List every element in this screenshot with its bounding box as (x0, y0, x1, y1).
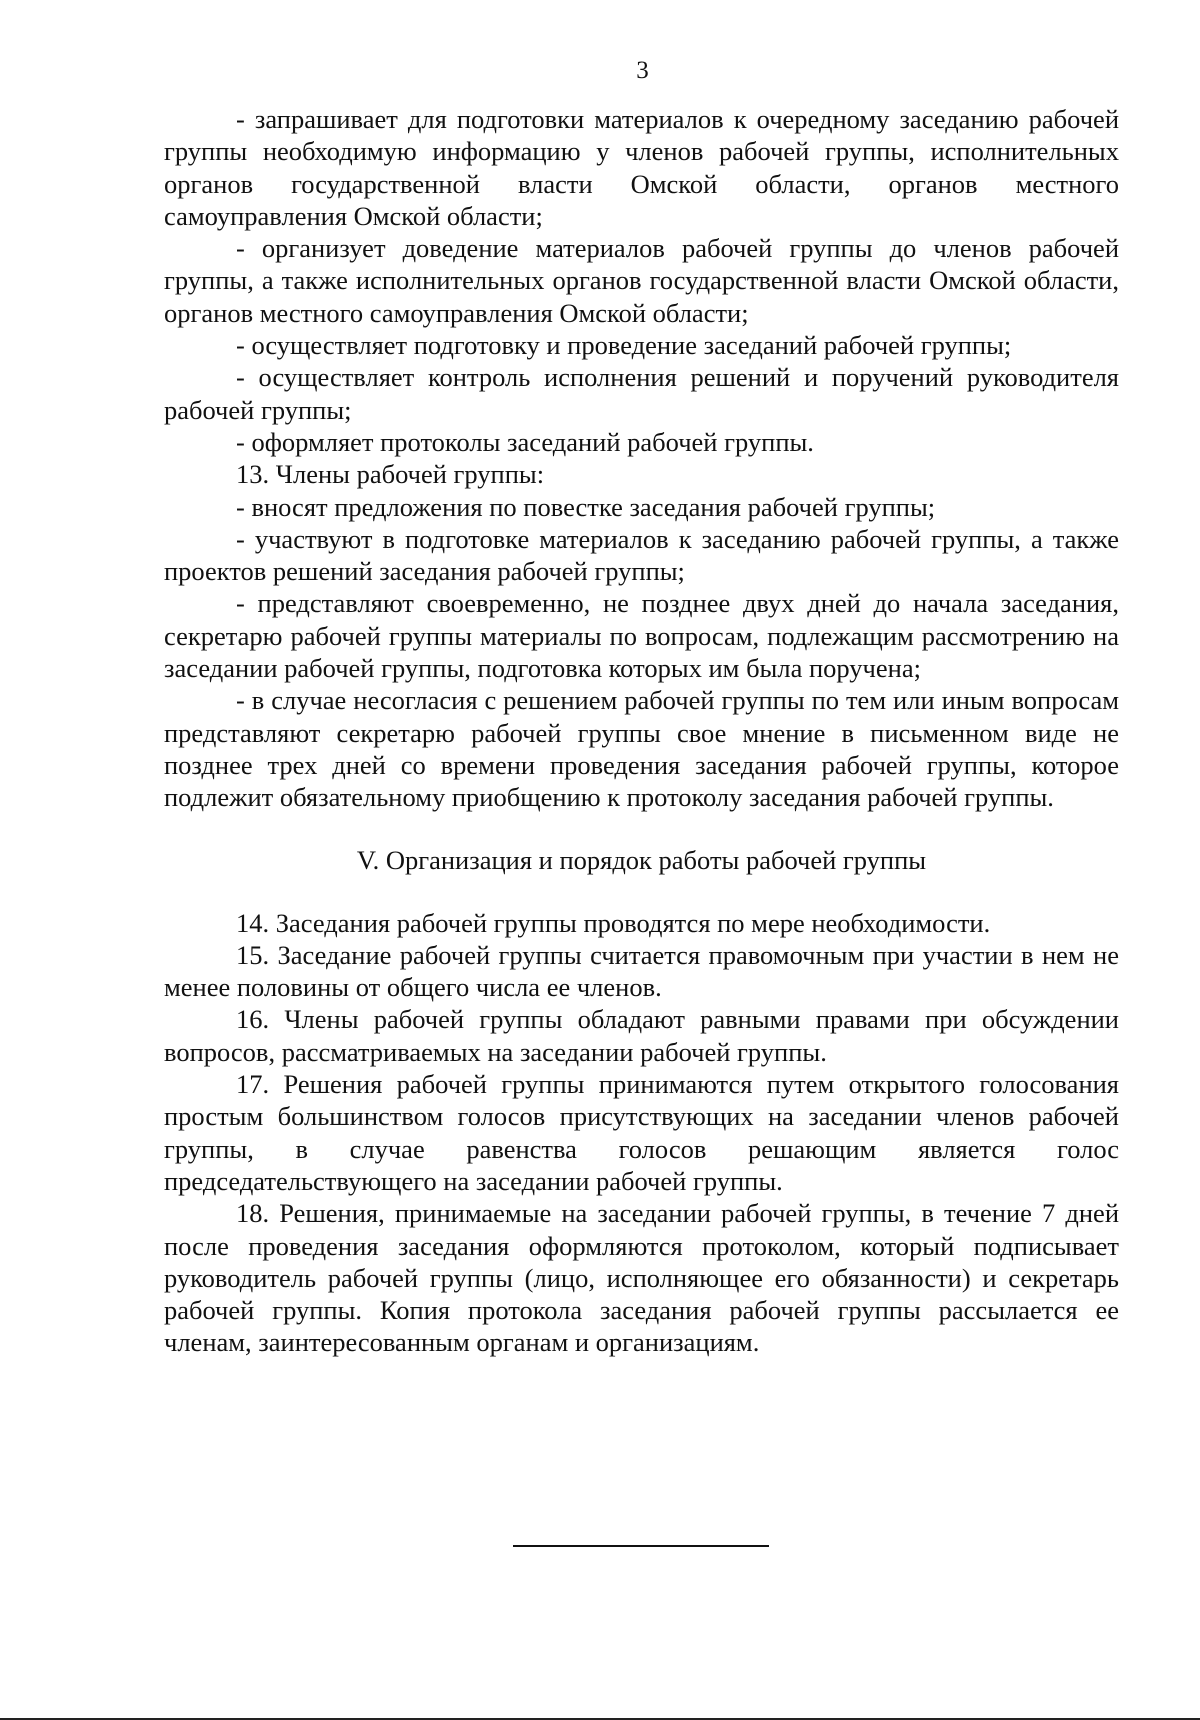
paragraph-item-13: 13. Члены рабочей группы: (236, 459, 545, 490)
paragraph-request-information: - запрашивает для подготовки материалов к очередному заседанию рабочей группы необходимую информацию у членов рабочей группы, исполнительных органов государственной власти Омской области, органов местного самоуправления Омской области; (164, 104, 1119, 231)
paragraph-participate-preparation: - участвуют в подготовке материалов к заседанию рабочей группы, а также проектов решений заседания рабочей группы; (164, 523, 1119, 587)
paragraph-prepare-meetings: - осуществляет подготовку и проведение заседаний рабочей группы; (236, 330, 1012, 361)
paragraph-control-execution: - осуществляет контроль исполнения решений и поручений руководителя рабочей группы; (164, 362, 1119, 425)
paragraph-dissenting-opinion: - в случае несогласия с решением рабочей группы по тем или иным вопросам представляют секретарю рабочей группы свое мнение в письменном виде не позднее трех дней со времени проведения заседания рабочей группы, которое подлежит обязательному приобщению к протоколу заседания рабочей группы. (164, 685, 1119, 813)
paragraph-item-15: 15. Заседание рабочей группы считается правомочным при участии в нем не менее половины от общего числа ее членов. (164, 939, 1119, 1003)
section-heading: V. Организация и порядок работы рабочей группы (356, 844, 927, 875)
page-number: 3 (636, 57, 649, 84)
paragraph-item-16: 16. Члены рабочей группы обладают равными правами при обсуждении вопросов, рассматриваемых на заседании рабочей группы. (164, 1004, 1119, 1067)
paragraph-draw-up-minutes: - оформляет протоколы заседаний рабочей группы. (236, 426, 814, 457)
paragraph-item-17: 17. Решения рабочей группы принимаются путем открытого голосования простым большинством голосов присутствующих на заседании членов рабочей группы, в случае равенства голосов решающим является голос председательствующего на заседании рабочей группы. (164, 1069, 1119, 1196)
paragraph-deliver-materials: - организует доведение материалов рабочей группы до членов рабочей группы, а также исполнительных органов государственной власти Омской области, органов местного самоуправления Омской области; (164, 233, 1119, 328)
closing-rule (513, 1545, 769, 1547)
paragraph-submit-materials: - представляют своевременно, не позднее двух дней до начала заседания, секретарю рабочей группы материалы по вопросам, подлежащим рассмотрению на заседании рабочей группы, подготовка которых им была поручена; (164, 588, 1119, 684)
paragraph-submit-proposals: - вносят предложения по повестке заседания рабочей группы; (236, 491, 936, 522)
paragraph-item-14: 14. Заседания рабочей группы проводятся по мере необходимости. (236, 907, 991, 938)
document-body (164, 103, 1119, 1359)
paragraph-item-18: 18. Решения, принимаемые на заседании рабочей группы, в течение 7 дней после проведения заседания оформляются протоколом, который подписывает руководитель рабочей группы (лицо, исполняющее его обязанности) и секретарь рабочей группы. Копия протокола заседания рабочей группы рассылается ее членам, заинтересованным органам и организациям. (164, 1198, 1119, 1358)
